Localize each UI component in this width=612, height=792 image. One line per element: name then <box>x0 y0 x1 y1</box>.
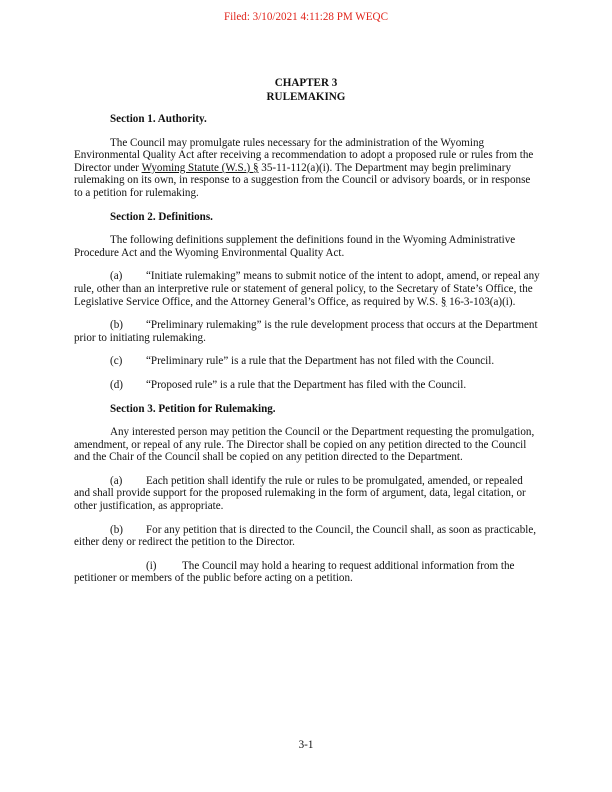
petition-item-b-i <box>74 560 540 585</box>
section-1-paragraph <box>74 137 540 200</box>
definition-d-text: “Proposed rule” is a rule that the Department has filed with the Council. <box>146 378 467 391</box>
section-3-intro: Any interested person may petition the Council or the Department requesting the promulgation, amendment, or repeal of any rule. The Director shall be copied on any petition directed to the Council and the Chair of the Council shall be copied on any petition directed to the Department. <box>74 426 535 464</box>
definition-a-text: “Initiate rulemaking” means to submit notice of the intent to adopt, amend, or repeal any rule, other than an interpretive rule or statement of general policy, to the Secretary of State’s Office, the Legislative Service Office, and the Attorney General’s Office, as required by W.S. <box>74 270 540 308</box>
item-marker: (b) <box>110 523 123 536</box>
document-body <box>74 113 540 596</box>
section-3-heading: Section 3. Petition for Rulemaking. <box>110 402 276 415</box>
definition-d <box>74 379 540 392</box>
s1-text-b: 35-11-112(a)(i). The Department may begin preliminary rulemaking on its own, in response to a suggestion from the Council or advisory boards, or in response to a petition for rulemaking. <box>74 161 531 199</box>
petition-item-b <box>74 524 540 549</box>
filed-stamp: Filed: 3/10/2021 4:11:28 PM WEQC <box>224 11 388 23</box>
item-marker: (b) <box>110 319 123 332</box>
chapter-number: CHAPTER 3 <box>274 77 338 89</box>
section-symbol-link[interactable]: § <box>440 295 447 308</box>
definition-b <box>74 319 540 344</box>
item-marker: (i) <box>146 559 157 572</box>
item-marker: (c) <box>110 355 123 368</box>
section-1-heading: Section 1. Authority. <box>110 113 207 125</box>
definition-c-text: “Preliminary rule” is a rule that the Department has not filed with the Council. <box>146 355 495 368</box>
definition-a-tail: 16-3-103(a)(i). <box>446 295 516 308</box>
statute-link[interactable]: Wyoming Statute (W.S.) § <box>141 161 259 174</box>
definition-b-text: “Preliminary rulemaking” is the rule development process that occurs at the Department prior to initiating rulemaking. <box>74 319 538 344</box>
item-marker: (a) <box>110 474 123 487</box>
item-marker: (a) <box>110 270 123 283</box>
chapter-heading <box>0 76 612 104</box>
item-marker: (d) <box>110 378 123 391</box>
chapter-title: RULEMAKING <box>266 91 346 103</box>
page-number: 3-1 <box>298 739 314 751</box>
petition-item-b-text: For any petition that is directed to the Council, the Council shall, as soon as practicable, either deny or redirect the petition to the Director. <box>74 523 537 549</box>
section-2-heading: Section 2. Definitions. <box>110 210 213 223</box>
petition-item-a <box>74 475 540 513</box>
petition-item-b-i-text: The Council may hold a hearing to request additional information from the petitioner or members of the public before acting on a petition. <box>74 559 515 585</box>
definition-c <box>74 355 540 368</box>
definition-a <box>74 270 540 308</box>
petition-item-a-text: Each petition shall identify the rule or rules to be promulgated, amended, or repealed and shall provide support for the proposed rulemaking in the form of argument, data, legal citation, or other justification, as appropriate. <box>74 474 526 513</box>
section-2-intro: The following definitions supplement the definitions found in the Wyoming Administrative Procedure Act and the Wyoming Environmental Quality Act. <box>74 234 516 259</box>
s1-text-a: The Council may promulgate rules necessary for the administration of the Wyoming Environmental Quality Act after receiving a recommendation to adopt a proposed rule or rules from the Director under <box>74 136 534 174</box>
